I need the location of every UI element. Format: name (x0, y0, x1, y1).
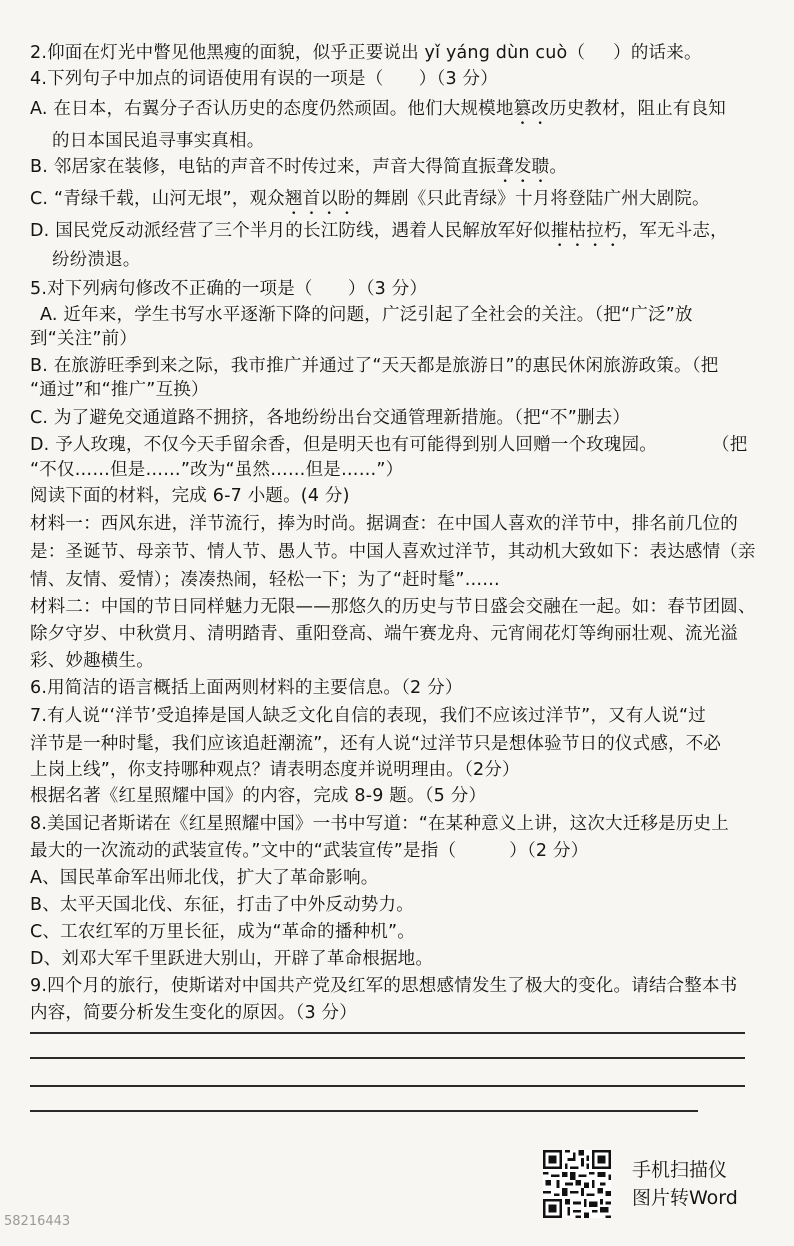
answer-line-3 (30, 1085, 745, 1087)
q4-option-a-cont: 的日本国民追寻事实真相。 (52, 131, 265, 151)
material-2-line-1: 材料二：中国的节日同样魅力无限——那悠久的历史与节日盛会交融在一起。如：春节团圆、 (30, 597, 756, 617)
book-intro: 根据名著《红星照耀中国》的内容，完成 8-9 题。（5 分） (30, 786, 487, 806)
q8-line-1: 8.美国记者斯诺在《红星照耀中国》一书中写道：“在某种意义上讲，这次大迁移是历史上 (30, 814, 729, 834)
reading-intro: 阅读下面的材料，完成 6-7 小题。(4 分) (30, 486, 350, 506)
q9-line-2: 内容，简要分析发生变化的原因。（3 分） (30, 1003, 357, 1023)
q4-option-d: D. 国民党反动派经营了三个半月的长江防线，遇着人民解放军好似摧枯拉朽，军无斗志， (30, 221, 728, 241)
material-2-line-2: 除夕守岁、中秋赏月、清明踏青、重阳登高、端午赛龙舟、元宵闹花灯等绚丽壮观、流光溢 (30, 624, 738, 644)
q5-option-d: D. 予人玫瑰，不仅今天手留余香，但是明天也有可能得到别人回赠一个玫瑰园。 (30, 435, 657, 455)
q7-line-2: 洋节是一种时髦，我们应该追赶潮流”，还有人说“过洋节只是想体验节日的仪式感，不必 (30, 734, 722, 754)
q6: 6.用简洁的语言概括上面两则材料的主要信息。（2 分） (30, 678, 463, 698)
q4-option-c: C. “青绿千载，山河无垠”，观众翘首以盼的舞剧《只此青绿》十月将登陆广州大剧院。 (30, 189, 710, 209)
q5-option-d-cont: “不仅……但是……”改为“虽然……但是……”） (30, 460, 404, 480)
convert-label: 图片转Word (632, 1187, 738, 1209)
q5-stem: 5.对下列病句修改不正确的一项是（ ）（3 分） (30, 279, 428, 299)
scan-app-label: 手机扫描仪 (632, 1159, 728, 1181)
answer-line-1 (30, 1032, 745, 1034)
q8-option-c: C、工农红军的万里长征，成为“革命的播种机”。 (30, 922, 415, 942)
q8-option-b: B、太平天国北伐、东征，打击了中外反动势力。 (30, 895, 414, 915)
q5-option-d-tail: （把 (712, 435, 748, 455)
q5-option-c: C. 为了避免交通道路不拥挤，各地纷纷出台交通管理新措施。（把“不”删去） (30, 408, 631, 428)
q5-option-b: B. 在旅游旺季到来之际，我市推广并通过了“天天都是旅游日”的惠民休闲旅游政策。（把 (30, 356, 719, 376)
material-1-line-1: 材料一：西风东进，洋节流行，捧为时尚。据调查：在中国人喜欢的洋节中，排名前几位的 (30, 514, 738, 534)
q5-option-b-cont: “通过”和“推广”互换） (30, 380, 209, 400)
q2-line: 2.仰面在灯光中瞥见他黑瘦的面貌，似乎正要说出 yǐ yáng dùn cuò（ ）的话来。 (30, 43, 702, 63)
material-1-line-2: 是：圣诞节、母亲节、情人节、愚人节。中国人喜欢过洋节，其动机大致如下：表达感情（亲 (30, 542, 756, 562)
watermark-id: 58216443 (4, 1214, 71, 1229)
q9-line-1: 9.四个月的旅行，使斯诺对中国共产党及红军的思想感情发生了极大的变化。请结合整本书 (30, 976, 738, 996)
q8-option-a: A、国民革命军出师北伐，扩大了革命影响。 (30, 868, 379, 888)
q7-line-1: 7.有人说“‘洋节’受追捧是国人缺乏文化自信的表现，我们不应该过洋节”，又有人说“过 (30, 706, 706, 726)
q8-option-d: D、刘邓大军千里跃进大别山，开辟了革命根据地。 (30, 949, 434, 969)
q8-line-2: 最大的一次流动的武装宣传。”文中的“武装宣传”是指（ ）（2 分） (30, 841, 589, 861)
qr-code-icon (543, 1150, 611, 1218)
material-1-line-3: 情、友情、爱情）；凑凑热闹，轻松一下；为了“赶时髦”…… (30, 570, 500, 590)
q5-option-a: A. 近年来，学生书写水平逐渐下降的问题，广泛引起了全社会的关注。（把“广泛”放 (40, 305, 693, 325)
q4-option-a: A. 在日本，右翼分子否认历史的态度仍然顽固。他们大规模地篡改历史教材，阻止有良知 (30, 99, 726, 119)
q5-option-a-cont: 到“关注”前） (30, 329, 138, 349)
q4-option-d-cont: 纷纷溃退。 (52, 250, 141, 270)
q7-line-3: 上岗上线”，你支持哪种观点？请表明态度并说明理由。（2分） (30, 760, 520, 780)
material-2-line-3: 彩、妙趣横生。 (30, 651, 154, 671)
answer-line-4 (30, 1110, 698, 1112)
answer-line-2 (30, 1057, 745, 1059)
q4-stem: 4.下列句子中加点的词语使用有误的一项是（ ）（3 分） (30, 69, 498, 89)
q4-option-b: B. 邻居家在装修，电钻的声音不时传过来，声音大得简直振聋发聩。 (30, 157, 568, 177)
